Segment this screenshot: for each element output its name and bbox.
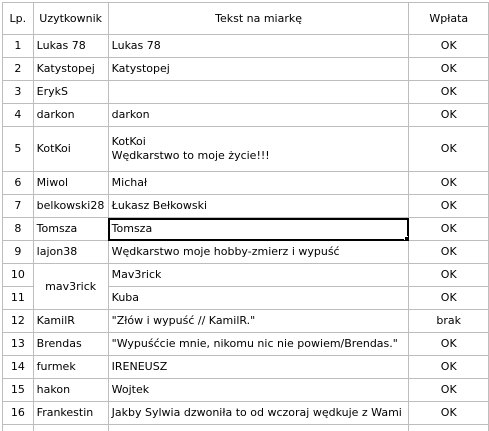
table-row (3, 35, 489, 58)
cell-payment[interactable]: OK (409, 333, 489, 356)
cell-payment[interactable]: OK (409, 356, 489, 379)
cell-text[interactable] (108, 127, 409, 172)
selected-cell[interactable] (108, 218, 409, 241)
cell-empty[interactable] (409, 425, 489, 431)
cell-payment[interactable]: OK (409, 241, 489, 264)
cell-text[interactable]: darkon (108, 104, 409, 127)
cell-user[interactable]: Frankestin (33, 402, 108, 425)
cell-user[interactable]: lajon38 (33, 241, 108, 264)
cell-payment[interactable]: OK (409, 264, 489, 287)
cell-empty[interactable] (108, 425, 409, 431)
cell-text[interactable]: Jakby Sylwia dzwoniła to od wczoraj wędkuje z Wami (108, 402, 409, 425)
cell-lp[interactable]: 9 (3, 241, 34, 264)
table-row (3, 172, 489, 195)
cell-lp[interactable]: 8 (3, 218, 34, 241)
table-row (3, 104, 489, 127)
table-row (3, 127, 489, 172)
table-row (3, 58, 489, 81)
table-row (3, 379, 489, 402)
cell-payment[interactable]: OK (409, 172, 489, 195)
table-row (3, 333, 489, 356)
cell-user[interactable]: hakon (33, 379, 108, 402)
table-row (3, 241, 489, 264)
cell-text[interactable]: Michał (108, 172, 409, 195)
cell-text[interactable]: Kuba (108, 287, 409, 310)
cell-text: Tomsza (112, 222, 153, 235)
cell-user[interactable]: darkon (33, 104, 108, 127)
cell-text[interactable]: Wędkarstwo moje hobby-zmierz i wypuść (108, 241, 409, 264)
cell-payment[interactable]: OK (409, 218, 489, 241)
cell-payment[interactable]: OK (409, 195, 489, 218)
cell-lp[interactable]: 3 (3, 81, 34, 104)
cell-user[interactable]: Brendas (33, 333, 108, 356)
cell-payment[interactable]: OK (409, 379, 489, 402)
cell-lp[interactable]: 11 (3, 287, 34, 310)
cell-text[interactable]: Wojtek (108, 379, 409, 402)
cell-text[interactable]: Mav3rick (108, 264, 409, 287)
cell-user[interactable]: Miwol (33, 172, 108, 195)
cell-user[interactable]: Lukas 78 (33, 35, 108, 58)
cell-lp[interactable]: 16 (3, 402, 34, 425)
cell-text[interactable]: IRENEUSZ (108, 356, 409, 379)
header-row (3, 3, 489, 35)
cell-payment[interactable]: OK (409, 402, 489, 425)
cell-text[interactable]: Łukasz Bełkowski (108, 195, 409, 218)
cell-user[interactable]: belkowski28 (33, 195, 108, 218)
cell-payment[interactable]: OK (409, 35, 489, 58)
header-payment[interactable]: Wpłata (409, 3, 489, 35)
cell-empty[interactable] (3, 425, 34, 431)
cell-user[interactable]: Tomsza (33, 218, 108, 241)
table-row (3, 310, 489, 333)
cell-user[interactable]: ErykS (33, 81, 108, 104)
cell-text[interactable]: Katystopej (108, 58, 409, 81)
cell-lp[interactable]: 15 (3, 379, 34, 402)
cell-text-line: KotKoi (112, 135, 406, 149)
cell-user[interactable]: Katystopej (33, 58, 108, 81)
cell-text[interactable]: "Złów i wypuść // KamilR." (108, 310, 409, 333)
cell-lp[interactable]: 14 (3, 356, 34, 379)
cell-user-merged[interactable]: mav3rick (33, 264, 108, 310)
cell-lp[interactable]: 7 (3, 195, 34, 218)
cell-payment[interactable]: brak (409, 310, 489, 333)
spreadsheet-table (2, 2, 489, 431)
table-row-cut (3, 425, 489, 431)
cell-payment[interactable]: OK (409, 104, 489, 127)
cell-user[interactable]: KamilR (33, 310, 108, 333)
table-row (3, 81, 489, 104)
header-user[interactable]: Uzytkownik (33, 3, 108, 35)
cell-lp[interactable]: 5 (3, 127, 34, 172)
cell-payment[interactable]: OK (409, 127, 489, 172)
table-row (3, 402, 489, 425)
cell-payment[interactable]: OK (409, 58, 489, 81)
cell-lp[interactable]: 2 (3, 58, 34, 81)
header-text[interactable]: Tekst na miarkę (108, 3, 409, 35)
cell-user[interactable]: KotKoi (33, 127, 108, 172)
table-row (3, 264, 489, 287)
cell-payment[interactable]: OK (409, 287, 489, 310)
cell-lp[interactable]: 6 (3, 172, 34, 195)
cell-text[interactable]: "Wypuśćcie mnie, nikomu nic nie powiem/Brendas." (108, 333, 409, 356)
cell-user[interactable]: furmek (33, 356, 108, 379)
cell-lp[interactable]: 12 (3, 310, 34, 333)
cell-text-line: Wędkarstwo to moje życie!!! (112, 149, 406, 163)
cell-text[interactable] (108, 81, 409, 104)
cell-lp[interactable]: 1 (3, 35, 34, 58)
fill-handle[interactable] (404, 236, 409, 241)
cell-lp[interactable]: 10 (3, 264, 34, 287)
cell-lp[interactable]: 13 (3, 333, 34, 356)
table-row (3, 218, 489, 241)
cell-lp[interactable]: 4 (3, 104, 34, 127)
table-row (3, 356, 489, 379)
cell-text[interactable]: Lukas 78 (108, 35, 409, 58)
cell-payment[interactable]: OK (409, 81, 489, 104)
cell-empty[interactable] (33, 425, 108, 431)
table-row (3, 195, 489, 218)
header-lp[interactable]: Lp. (3, 3, 34, 35)
